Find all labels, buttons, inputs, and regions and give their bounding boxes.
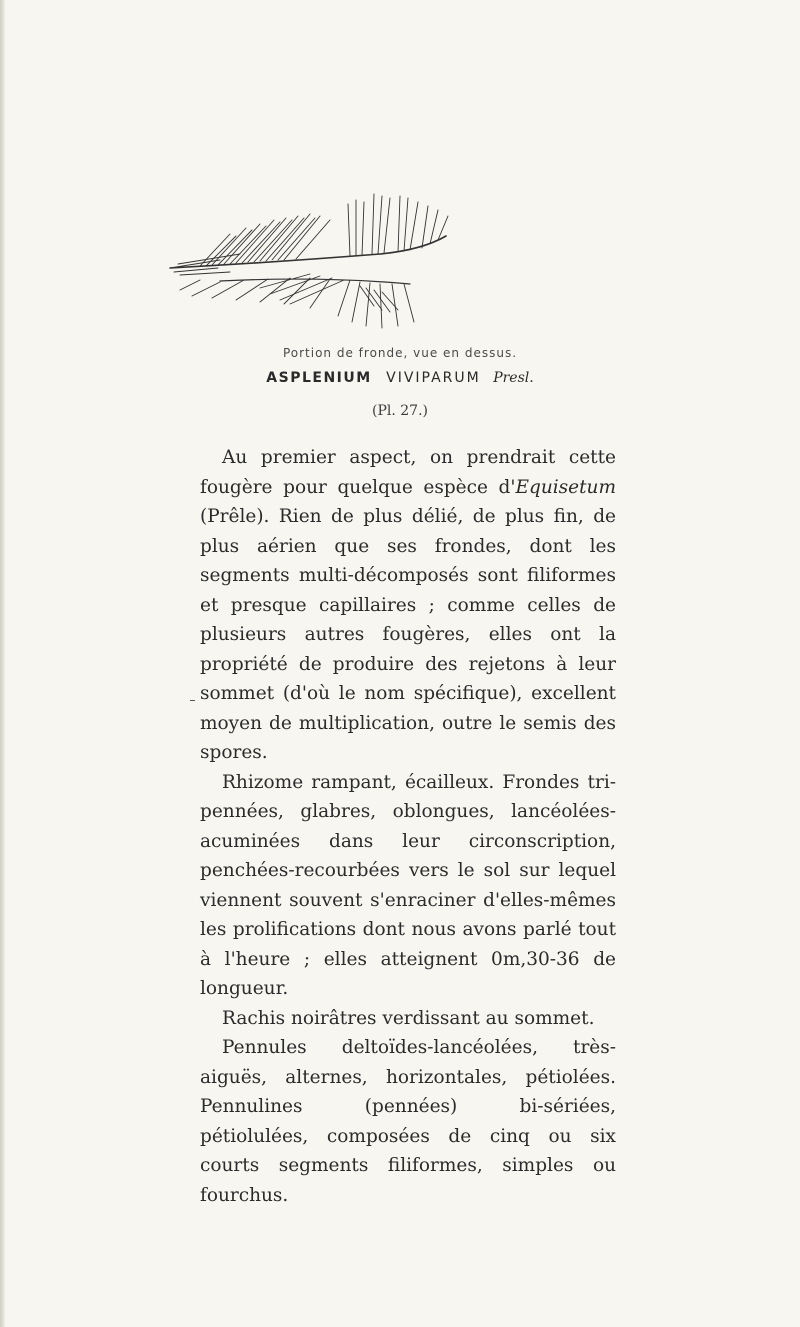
paragraph-1-end: (Prêle). Rien de plus délié, de plus fin, de plus aérien que ses frondes, dont les segments multi-décomposés sont filiformes et presque capillaires ; comme celles de plusieurs autres fougères, elles ont la propriété de produire des rejetons à leur sommet (d'où le nom spécifique), excellent moyen de multiplication, outre le semis des spores. [200,506,616,763]
species-heading [0,370,800,386]
fern-frond-illustration [160,176,460,336]
body-text [200,443,616,1210]
plate-reference: (Pl. 27.) [372,403,428,419]
page-edge [0,0,5,1327]
author-name: Presl. [493,370,534,386]
margin-mark [190,700,195,701]
paragraph-3: Rachis noirâtres verdissant au sommet. [222,1007,595,1029]
genus-italic: Equisetum [515,476,616,498]
figure-caption: Portion de fronde, vue en dessus. [282,346,518,360]
species-name: VIVIPARUM [386,370,481,386]
paragraph-2: Rhizome rampant, écailleux. Frondes tri-pennées, glabres, oblongues, lancéolées-acuminées dans leur circonscription, penchées-recourbées vers le sol sur lequel viennent souvent s'enraciner d'elles-mêmes les prolifications dont nous avons parlé tout à l'heure ; elles atteignent 0m,30-36 de longueur. [200,771,616,999]
paragraph-1 [200,443,616,768]
paragraph-1-start: Au premier aspect, on prendrait cette fougère pour quelque espèce d' [200,447,616,498]
genus-name: ASPLENIUM [266,370,372,386]
paragraph-4: Pennules deltoïdes-lancéolées, très-aiguës, alternes, horizontales, pétiolées. Pennulines (pennées) bi-sériées, pétiolulées, composées de cinq ou six courts segments filiformes, simples ou fourchus. [200,1037,616,1206]
